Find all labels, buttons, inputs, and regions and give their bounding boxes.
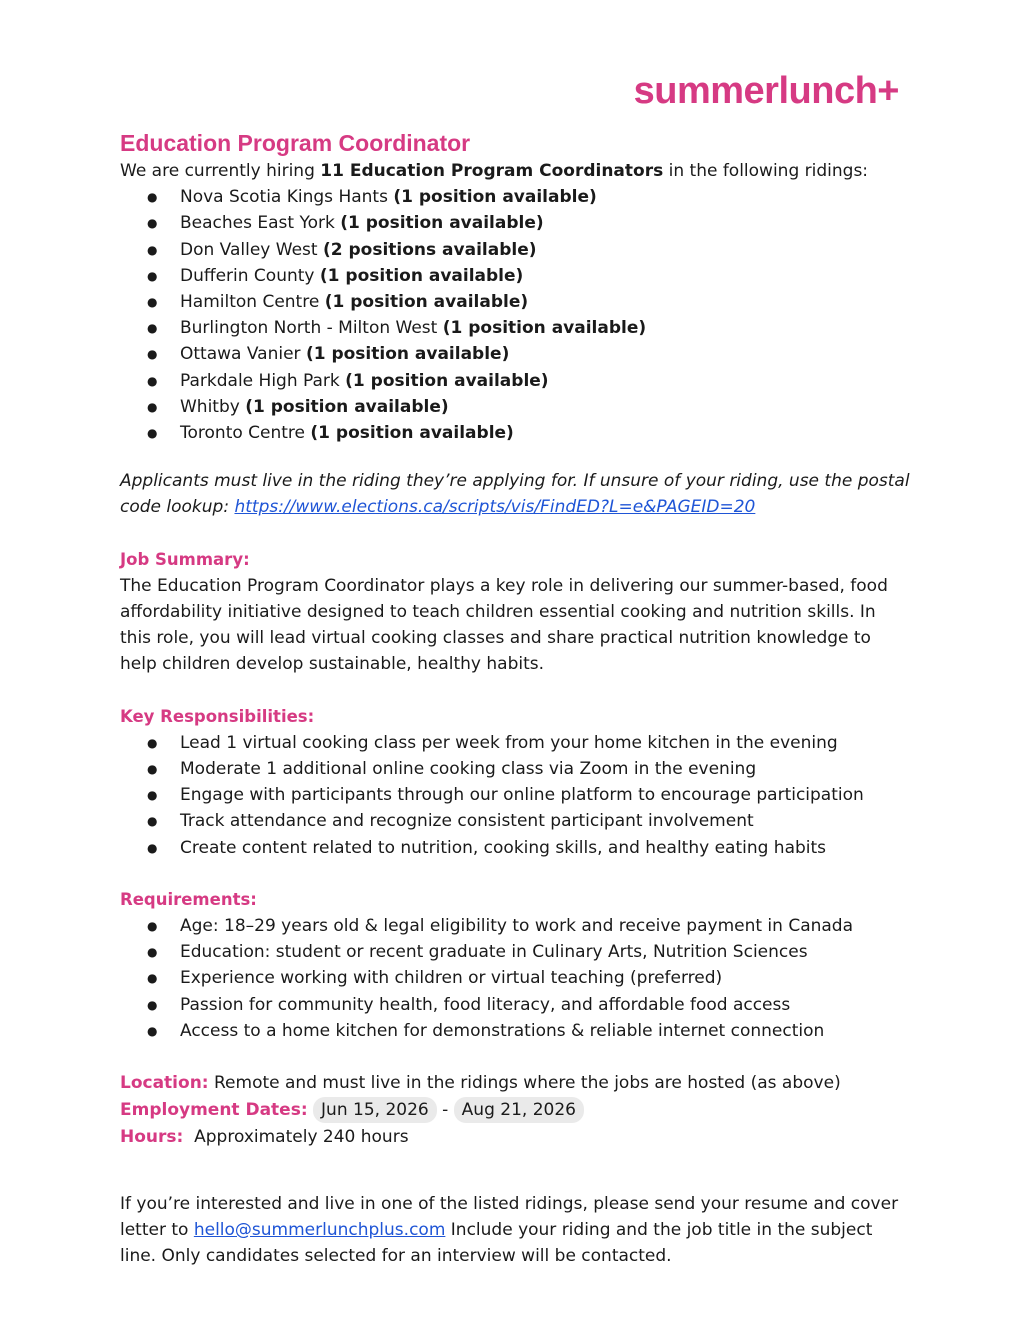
responsibility-item: ● Lead 1 virtual cooking class per week from your home kitchen in the evening [180,730,910,756]
closing-text-post: Include your riding and the job title in the subject line. Only candidates selected for an interview will be contacted. [120,1219,873,1266]
riding-item [180,368,910,394]
responsibility-item: ● Moderate 1 additional online cooking class via Zoom in the evening [180,756,910,782]
requirements-heading: Requirements: [120,889,257,909]
hours-label: Hours: [120,1127,184,1148]
closing-paragraph [120,1191,910,1270]
riding-item [180,237,910,263]
riding-name: Ottawa Vanier [180,344,306,365]
riding-positions: (2 positions available) [322,239,537,260]
responsibility-item: ● Engage with participants through our online platform to encourage participation [180,782,910,808]
responsibilities-list [120,730,910,861]
requirement-item: ● Passion for community health, food literacy, and affordable food access [180,992,910,1018]
riding-note-text: Applicants must live in the riding they’re applying for. If unsure of your riding, use the postal code lookup: [120,471,910,518]
page-title: Education Program Coordinator [120,130,471,156]
closing-text-pre: If you’re interested and live in one of the listed ridings, please send your resume and cover letter to [120,1193,899,1240]
riding-name: Whitby [180,396,246,417]
requirements-list [120,913,910,1044]
responsibilities-heading: Key Responsibilities: [120,706,315,726]
riding-positions: (1 position available) [319,265,524,286]
riding-name: Toronto Centre [180,423,311,444]
riding-name: Burlington North - Milton West [180,318,443,339]
start-date-chip[interactable]: Jun 15, 2026 [313,1097,437,1123]
intro-text-pre: We are currently hiring [120,161,321,181]
intro-paragraph [120,158,910,184]
hours-line [120,1124,910,1150]
end-date-chip[interactable]: Aug 21, 2026 [454,1097,584,1123]
riding-positions: (1 position available) [442,318,647,339]
riding-positions: (1 position available) [324,292,529,313]
riding-item [180,394,910,420]
hours-value: Approximately 240 hours [194,1127,409,1148]
riding-item [180,263,910,289]
riding-item [180,210,910,236]
riding-positions: (1 position available) [245,396,449,417]
responsibility-item: ● Track attendance and recognize consistent participant involvement [180,808,910,834]
riding-item [180,289,910,315]
riding-name: Hamilton Centre [180,292,325,313]
riding-positions: (1 position available) [345,370,549,391]
riding-item [180,341,910,367]
employment-dates-line [120,1096,910,1124]
riding-positions: (1 position available) [393,187,597,208]
ridings-list [120,184,910,446]
postal-code-lookup-link[interactable]: https://www.elections.ca/scripts/vis/FindED?L=e&PAGEID=20 [234,497,756,518]
riding-item [180,184,910,210]
job-summary-heading: Job Summary: [120,549,250,569]
riding-name: Dufferin County [180,265,320,286]
riding-name: Beaches East York [180,213,341,234]
requirement-item: ● Education: student or recent graduate in Culinary Arts, Nutrition Sciences [180,939,910,965]
riding-positions: (1 position available) [340,213,544,234]
riding-positions: (1 position available) [310,423,514,444]
location-line [120,1070,910,1096]
riding-name: Don Valley West [180,239,323,260]
location-label: Location: [120,1073,209,1094]
contact-email-link[interactable]: hello@summerlunchplus.com [193,1219,446,1240]
brand-logo: summerlunch+ [633,70,899,112]
responsibility-item: ● Create content related to nutrition, cooking skills, and healthy eating habits [180,835,910,861]
intro-count: 11 Education Program Coordinators [320,161,664,181]
riding-positions: (1 position available) [305,344,510,365]
location-value: Remote and must live in the ridings where the jobs are hosted (as above) [208,1073,841,1094]
document-content [120,128,910,1269]
riding-item [180,420,910,446]
intro-text-post: in the following ridings: [663,161,869,181]
riding-item [180,315,910,341]
requirement-item: ● Experience working with children or virtual teaching (preferred) [180,965,910,991]
riding-name: Nova Scotia Kings Hants [180,187,394,208]
date-separator: - [442,1100,449,1121]
requirement-item: ● Access to a home kitchen for demonstrations & reliable internet connection [180,1018,910,1044]
job-summary-body: The Education Program Coordinator plays a key role in delivering our summer-based, food affordability initiative designed to teach children essential cooking and nutrition skills. In this role, you will lead virtual cooking classes and share practical nutrition knowledge to help children develop sustainable, healthy habits. [120,575,888,675]
riding-note [120,468,910,520]
riding-name: Parkdale High Park [180,370,346,391]
requirement-item: ● Age: 18–29 years old & legal eligibility to work and receive payment in Canada [180,913,910,939]
employment-dates-label: Employment Dates: [120,1100,308,1121]
